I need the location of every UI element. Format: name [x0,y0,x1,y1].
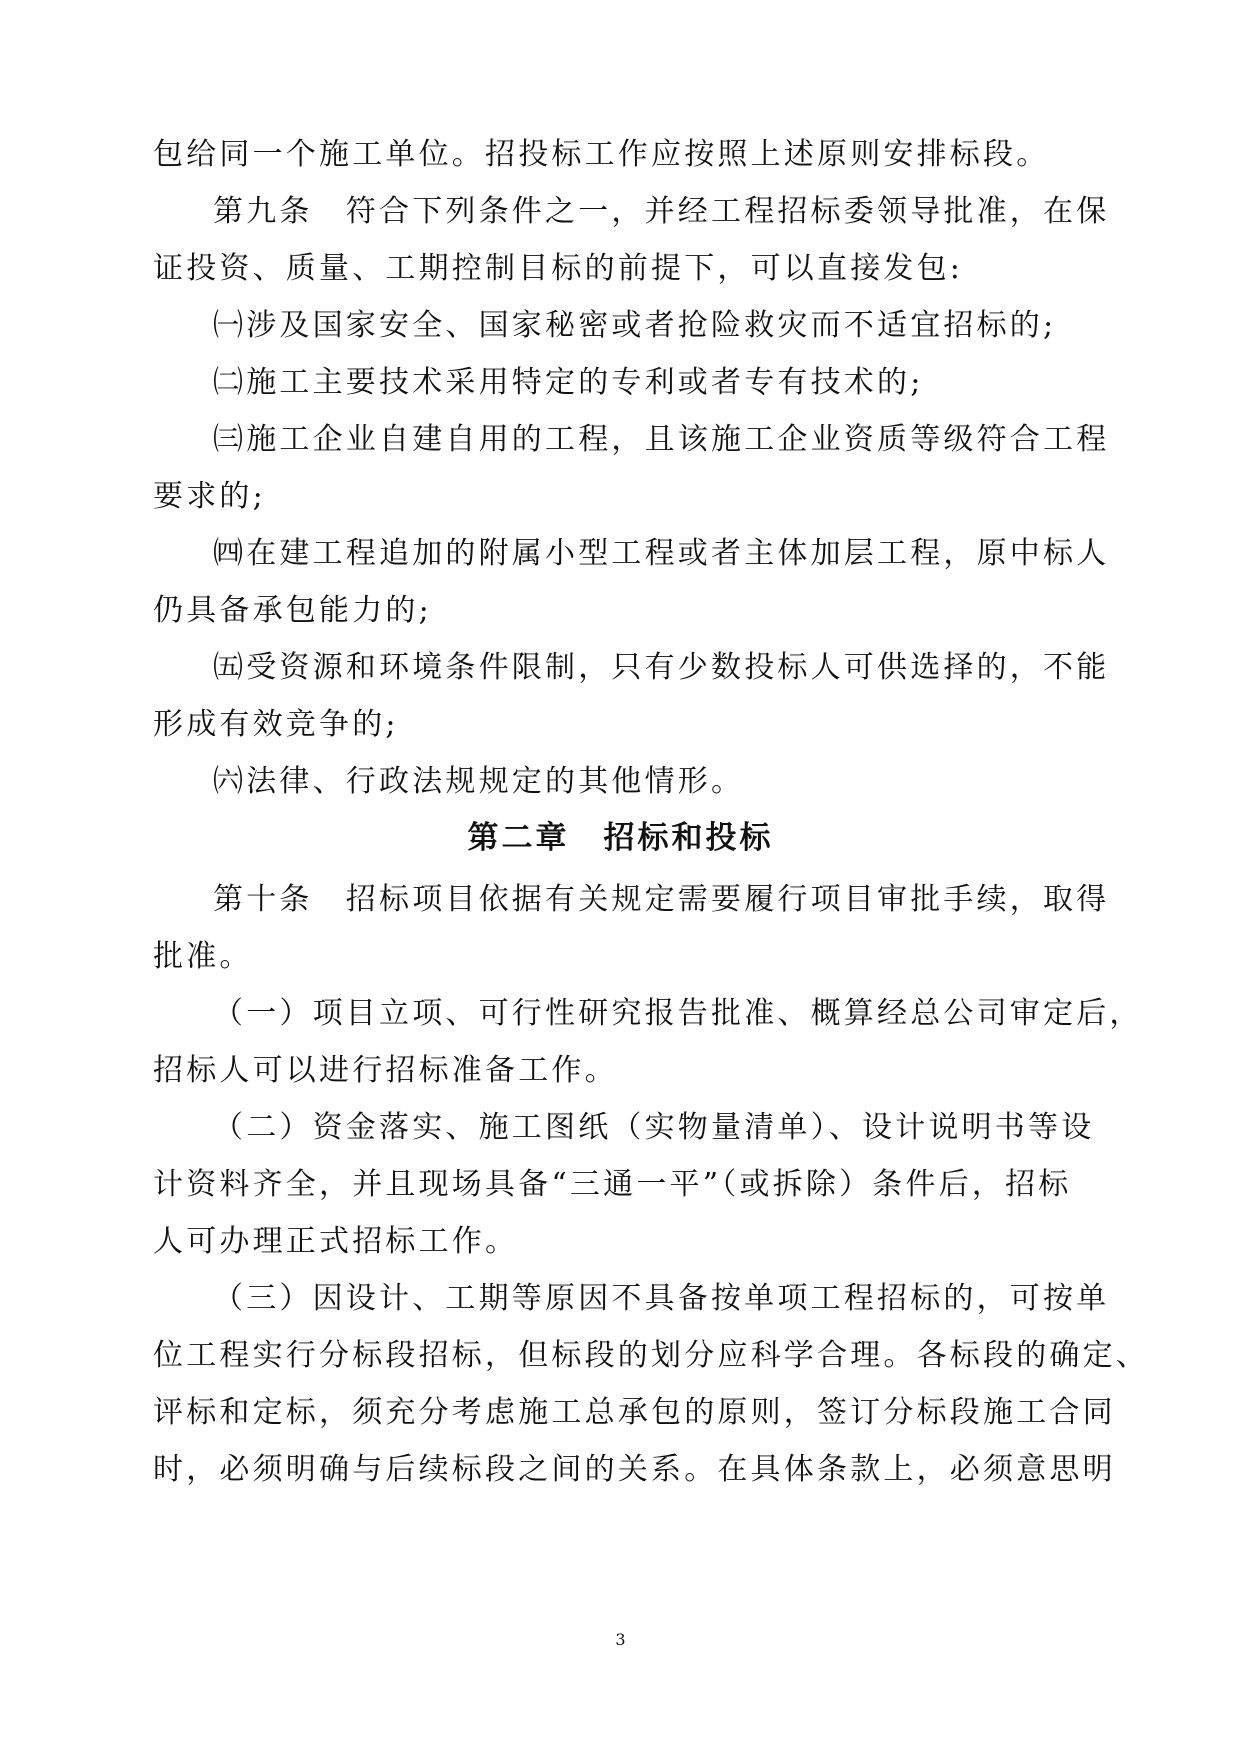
text-line: 证投资、质量、工期控制目标的前提下，可以直接发包: [153,251,964,286]
chapter-heading: 第二章 招标和投标 [467,820,774,856]
sub-item-3: （三）因设计、工期等原因不具备按单项工程招标的，可按单 [213,1281,1110,1316]
text-line: 招标人可以进行招标准备工作。 [153,1053,618,1088]
text-line: 仍具备承包能力的; [153,593,432,628]
text-line: 包给同一个施工单位。招投标工作应按照上述原则安排标段。 [153,137,1050,172]
text-line: 位工程实行分标段招标，但标段的划分应科学合理。各标段的确定、 [153,1338,1149,1373]
text-line: 评标和定标，须充分考虑施工总承包的原则，签订分标段施工合同 [153,1395,1116,1430]
list-item-2: ㈡施工主要技术采用特定的专利或者专有技术的; [213,365,924,400]
text-line: 形成有效竞争的; [153,707,399,742]
list-item-1: ㈠涉及国家安全、国家秘密或者抢险救灾而不适宜招标的; [213,308,1057,343]
sub-item-2: （二）资金落实、施工图纸（实物量清单）、设计说明书等设 [213,1110,1095,1145]
list-item-6: ㈥法律、行政法规规定的其他情形。 [213,764,745,799]
text-line: 时，必须明确与后续标段之间的关系。在具体条款上，必须意思明 [153,1452,1116,1487]
page-number: 3 [615,1630,626,1649]
list-item-5: ㈤受资源和环境条件限制，只有少数投标人可供选择的，不能 [213,650,1110,685]
text-line: 人可办理正式招标工作。 [153,1224,519,1259]
sub-item-1: （一）项目立项、可行性研究报告批准、概算经总公司审定后， [213,996,1143,1031]
article-10-line: 第十条 招标项目依据有关规定需要履行项目审批手续，取得 [213,882,1110,917]
list-item-3: ㈢施工企业自建自用的工程，且该施工企业资质等级符合工程 [213,422,1110,457]
text-line: 批准。 [153,939,253,974]
list-item-4: ㈣在建工程追加的附属小型工程或者主体加层工程，原中标人 [213,536,1110,571]
article-9-line: 第九条 符合下列条件之一，并经工程招标委领导批准，在保 [213,194,1110,229]
text-line: 要求的; [153,479,266,514]
text-line: 计资料齐全，并且现场具备“三通一平”（或拆除）条件后，招标 [153,1167,1072,1202]
